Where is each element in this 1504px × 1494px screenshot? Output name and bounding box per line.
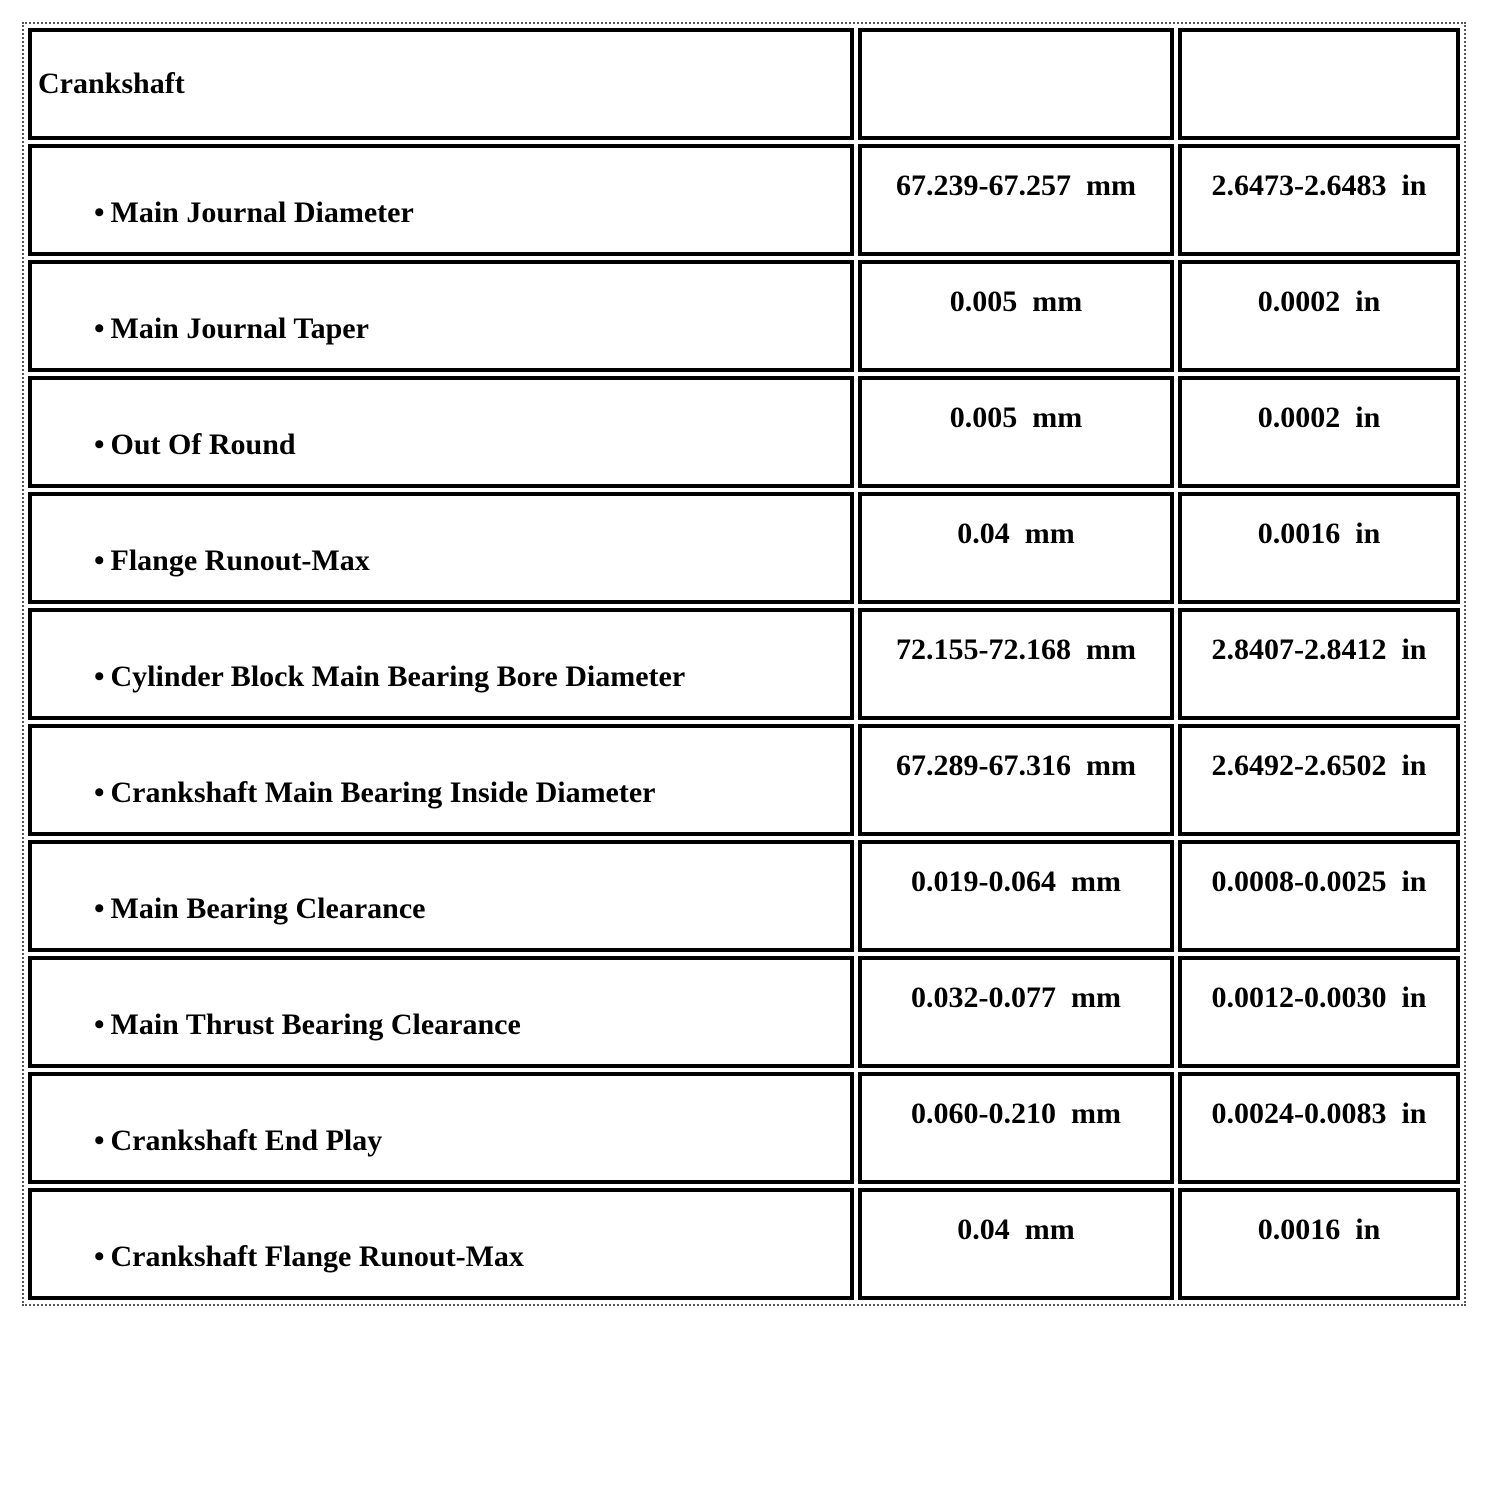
metric-value: 0.005 mm (858, 376, 1174, 488)
table-row (28, 144, 1460, 256)
table-row (28, 260, 1460, 372)
metric-value: 67.239-67.257 mm (858, 144, 1174, 256)
imperial-value: 2.6473-2.6483 in (1178, 144, 1460, 256)
spec-label: Out Of Round (110, 428, 296, 461)
metric-value: 0.04 mm (858, 1188, 1174, 1300)
spec-label-cell (28, 376, 854, 488)
crankshaft-spec-table (22, 22, 1466, 1306)
spec-label: Crankshaft Flange Runout-Max (110, 1240, 524, 1273)
table-row (28, 1072, 1460, 1184)
imperial-value: 0.0008-0.0025 in (1178, 840, 1460, 952)
header-imperial-cell (1178, 28, 1460, 140)
bullet-icon: • (94, 428, 105, 461)
bullet-icon: • (94, 196, 105, 229)
imperial-value: 0.0016 in (1178, 1188, 1460, 1300)
spec-label: Crankshaft Main Bearing Inside Diameter (110, 776, 656, 809)
table-row (28, 376, 1460, 488)
spec-label: Main Thrust Bearing Clearance (110, 1008, 521, 1041)
table-row (28, 840, 1460, 952)
bullet-icon: • (94, 1124, 105, 1157)
bullet-icon: • (94, 1008, 105, 1041)
header-metric-cell (858, 28, 1174, 140)
table-row (28, 1188, 1460, 1300)
imperial-value: 0.0002 in (1178, 260, 1460, 372)
spec-label-cell (28, 492, 854, 604)
spec-label-cell (28, 1072, 854, 1184)
bullet-icon: • (94, 892, 105, 925)
spec-label: Main Bearing Clearance (110, 892, 426, 925)
spec-label: Flange Runout-Max (110, 544, 370, 577)
spec-label-cell (28, 260, 854, 372)
bullet-icon: • (94, 312, 105, 345)
spec-label: Main Journal Taper (110, 312, 369, 345)
table-header-row (28, 28, 1460, 140)
spec-label-cell (28, 724, 854, 836)
bullet-icon: • (94, 776, 105, 809)
table-row (28, 956, 1460, 1068)
metric-value: 0.032-0.077 mm (858, 956, 1174, 1068)
imperial-value: 0.0024-0.0083 in (1178, 1072, 1460, 1184)
spec-label-cell (28, 840, 854, 952)
metric-value: 0.005 mm (858, 260, 1174, 372)
spec-label-cell (28, 956, 854, 1068)
bullet-icon: • (94, 544, 105, 577)
section-title: Crankshaft (28, 28, 854, 140)
table-row (28, 724, 1460, 836)
bullet-icon: • (94, 660, 105, 693)
spec-label-cell (28, 1188, 854, 1300)
metric-value: 0.060-0.210 mm (858, 1072, 1174, 1184)
imperial-value: 0.0016 in (1178, 492, 1460, 604)
spec-label-cell (28, 608, 854, 720)
spec-label: Cylinder Block Main Bearing Bore Diameter (110, 660, 686, 693)
table-row (28, 492, 1460, 604)
imperial-value: 2.6492-2.6502 in (1178, 724, 1460, 836)
metric-value: 0.04 mm (858, 492, 1174, 604)
imperial-value: 2.8407-2.8412 in (1178, 608, 1460, 720)
metric-value: 72.155-72.168 mm (858, 608, 1174, 720)
spec-label-cell (28, 144, 854, 256)
imperial-value: 0.0002 in (1178, 376, 1460, 488)
metric-value: 0.019-0.064 mm (858, 840, 1174, 952)
metric-value: 67.289-67.316 mm (858, 724, 1174, 836)
spec-label: Main Journal Diameter (110, 196, 414, 229)
spec-label: Crankshaft End Play (110, 1124, 383, 1157)
table-row (28, 608, 1460, 720)
bullet-icon: • (94, 1240, 105, 1273)
imperial-value: 0.0012-0.0030 in (1178, 956, 1460, 1068)
